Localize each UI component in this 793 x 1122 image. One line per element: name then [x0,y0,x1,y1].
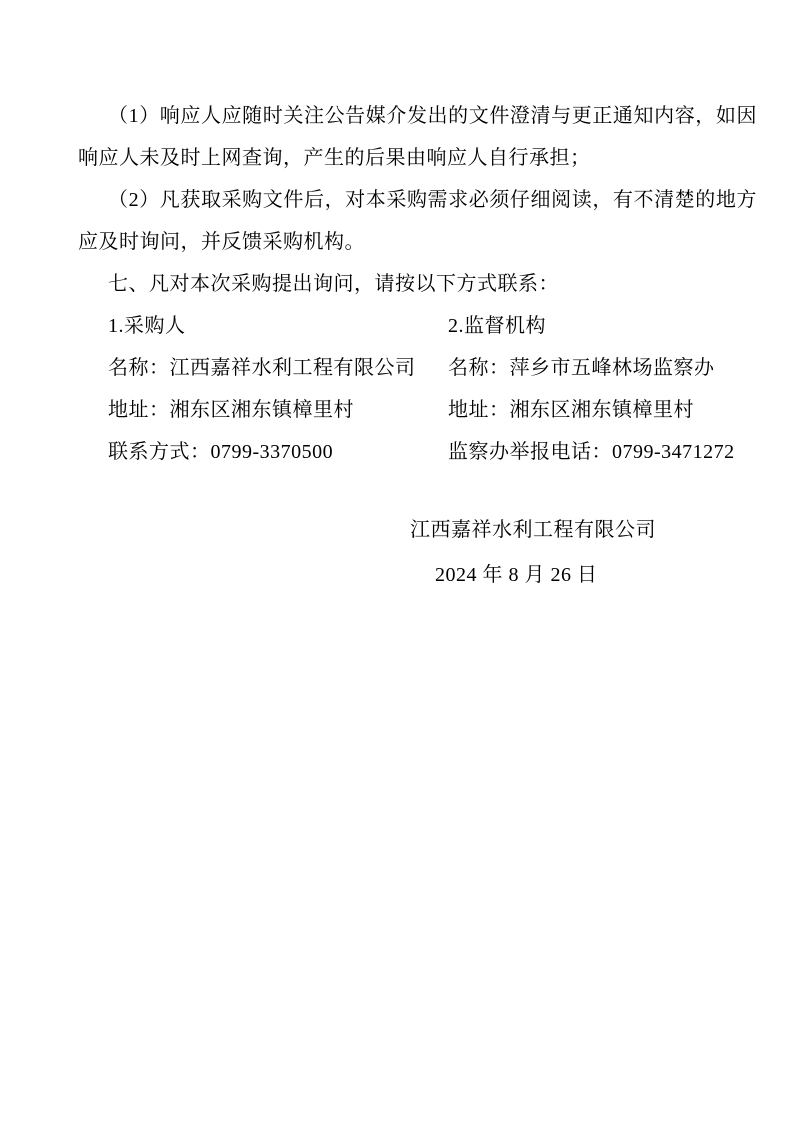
purchaser-phone: 联系方式：0799-3370500 [108,441,334,463]
supervisor-address: 地址：湘东区湘东镇樟里村 [448,399,694,421]
paragraph-contact-intro: 七、凡对本次采购提出询问，请按以下方式联系： [108,273,559,295]
purchaser-address: 地址：湘东区湘东镇樟里村 [108,399,354,421]
paragraph-clarification-notice: （1）响应人应随时关注公告媒介发出的文件澄清与更正通知内容，如因响应人未及时上网查询，产生的后果由响应人自行承担； [78,105,757,169]
signature-date: 2024 年 8 月 26 日 [435,564,598,586]
purchaser-name: 名称：江西嘉祥水利工程有限公司 [108,357,416,379]
supervisor-report-phone: 监察办举报电话：0799-3471272 [448,441,735,463]
signature-block [78,509,757,596]
paragraph-read-carefully: （2）凡获取采购文件后，对本采购需求必须仔细阅读，有不清楚的地方应及时询问，并反馈采购机构。 [78,189,757,253]
contact-column-supervisor [418,305,757,473]
supervisor-name: 名称：萍乡市五峰林场监察办 [448,357,715,379]
purchaser-heading: 1.采购人 [108,315,186,337]
signature-company: 江西嘉祥水利工程有限公司 [410,519,656,541]
contact-section [78,305,757,473]
supervisor-heading: 2.监督机构 [448,315,546,337]
contact-column-purchaser [78,305,418,473]
